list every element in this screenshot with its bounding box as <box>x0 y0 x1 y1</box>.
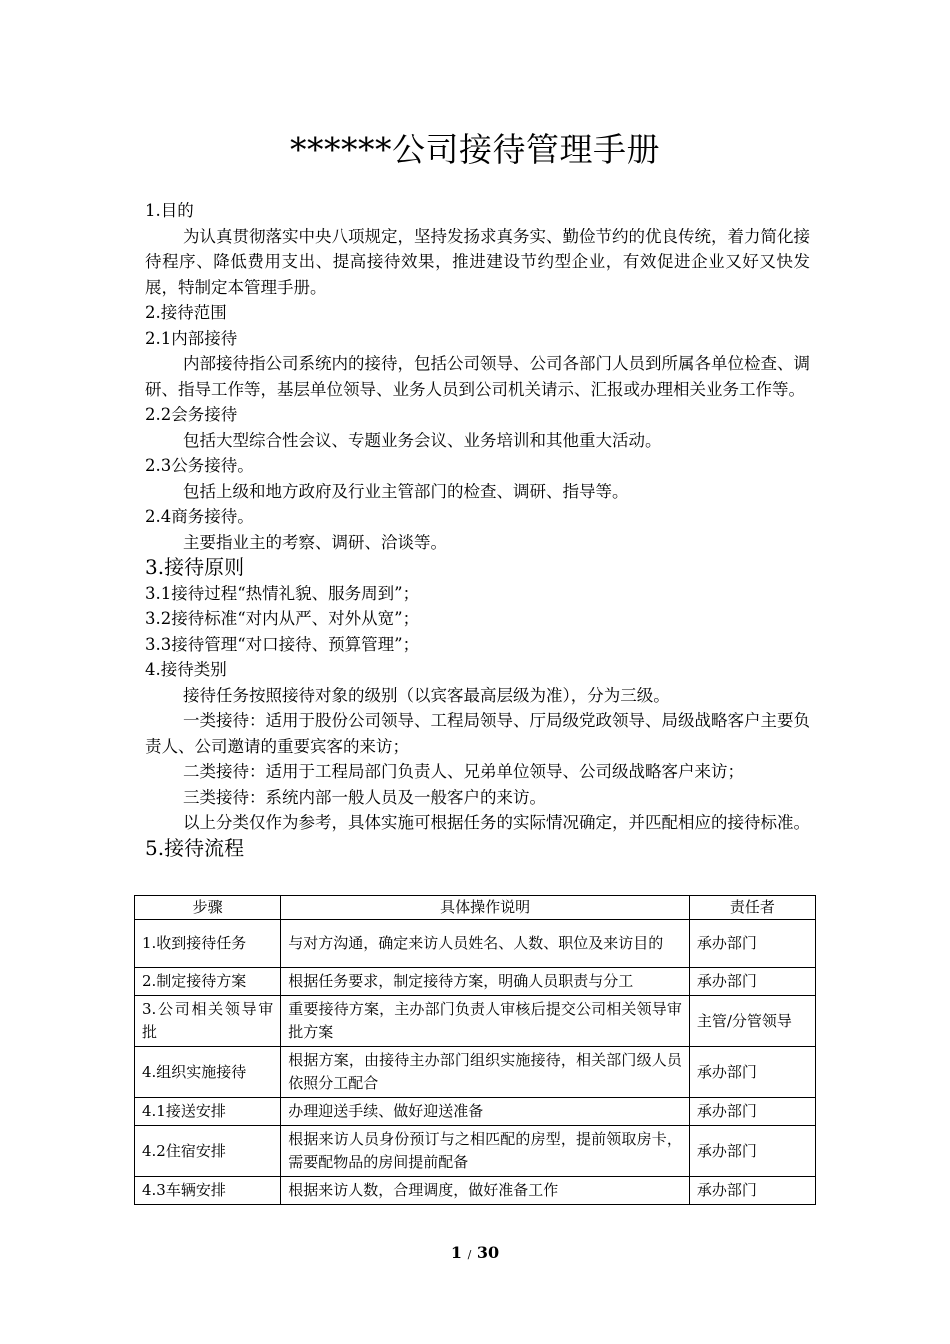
section-2-3-text: 包括上级和地方政府及行业主管部门的检查、调研、指导等。 <box>183 481 629 501</box>
step-cell: 4.组织实施接待 <box>135 1047 281 1098</box>
table-row <box>135 1098 816 1126</box>
step-cell: 4.2住宿安排 <box>135 1126 281 1177</box>
column-header-description: 具体操作说明 <box>281 896 690 920</box>
section-2-1-text: 内部接待指公司系统内的接待，包括公司领导、公司各部门人员到所属各单位检查、调研、指导工作等，基层单位领导、业务人员到公司机关请示、汇报或办理相关业务工作等。 <box>145 354 810 399</box>
owner-cell: 承办部门 <box>689 1177 815 1205</box>
table-row <box>135 996 816 1047</box>
section-4-heading: 4.接待类别 <box>145 660 227 679</box>
section-2-heading: 2.接待范围 <box>145 303 227 322</box>
section-4-class-3: 三类接待：系统内部一般人员及一般客户的来访。 <box>183 787 546 807</box>
description-cell: 重要接待方案，主办部门负责人审核后提交公司相关领导审批方案 <box>281 996 690 1047</box>
document-body <box>145 198 810 861</box>
owner-cell: 承办部门 <box>689 968 815 996</box>
owner-cell: 承办部门 <box>689 1098 815 1126</box>
section-2-2-text: 包括大型综合性会议、专题业务会议、业务培训和其他重大活动。 <box>183 430 662 450</box>
section-3-1: 3.1接待过程“热情礼貌、服务周到”； <box>145 583 420 603</box>
description-cell: 根据任务要求，制定接待方案，明确人员职责与分工 <box>281 968 690 996</box>
section-4-class-2: 二类接待：适用于工程局部门负责人、兄弟单位领导、公司级战略客户来访； <box>183 762 744 781</box>
table-row <box>135 1177 816 1205</box>
description-cell: 办理迎送手续、做好迎送准备 <box>281 1098 690 1126</box>
page-number <box>0 1243 950 1262</box>
section-4-class-1: 一类接待：适用于股份公司领导、工程局领导、厅局级党政领导、局级战略客户主要负责人、公司邀请的重要宾客的来访； <box>145 711 810 756</box>
section-4-intro: 接待任务按照接待对象的级别（以宾客最高层级为准），分为三级。 <box>183 685 670 705</box>
step-cell: 4.3车辆安排 <box>135 1177 281 1205</box>
description-cell: 根据方案，由接待主办部门组织实施接待，相关部门级人员依照分工配合 <box>281 1047 690 1098</box>
section-4-note: 以上分类仅作为参考，具体实施可根据任务的实际情况确定，并匹配相应的接待标准。 <box>183 813 810 832</box>
section-2-1-heading: 2.1内部接待 <box>145 328 238 348</box>
owner-cell: 主管/分管领导 <box>689 996 815 1047</box>
section-3-2: 3.2接待标准“对内从严、对外从宽”； <box>145 609 420 628</box>
table-row <box>135 920 816 968</box>
section-2-4-heading: 2.4商务接待。 <box>145 507 254 526</box>
document-title: ******公司接待管理手册 <box>290 130 660 169</box>
owner-cell: 承办部门 <box>689 1126 815 1177</box>
section-2-4-text: 主要指业主的考察、调研、洽谈等。 <box>183 532 447 552</box>
table-row <box>135 1126 816 1177</box>
table-row <box>135 968 816 996</box>
section-5-heading: 5.接待流程 <box>145 835 245 860</box>
section-1-heading: 1.目的 <box>145 201 194 220</box>
section-2-2-heading: 2.2会务接待 <box>145 405 238 424</box>
description-cell: 与对方沟通，确定来访人员姓名、人数、职位及来访目的 <box>281 920 690 968</box>
column-header-step: 步骤 <box>135 896 281 920</box>
table-row <box>135 1047 816 1098</box>
section-3-heading: 3.接待原则 <box>145 555 245 579</box>
column-header-owner: 责任者 <box>689 896 815 920</box>
page-number-current: 1 <box>450 1243 462 1262</box>
step-cell: 3.公司相关领导审批 <box>135 996 281 1047</box>
step-cell: 1.收到接待任务 <box>135 920 281 968</box>
reception-flow-table <box>134 895 816 1205</box>
owner-cell: 承办部门 <box>689 920 815 968</box>
description-cell: 根据来访人员身份预订与之相匹配的房型，提前领取房卡，需要配物品的房间提前配备 <box>281 1126 690 1177</box>
step-cell: 2.制定接待方案 <box>135 968 281 996</box>
description-cell: 根据来访人数，合理调度，做好准备工作 <box>281 1177 690 1205</box>
page-number-separator: / <box>467 1248 472 1261</box>
owner-cell: 承办部门 <box>689 1047 815 1098</box>
section-1-text: 为认真贯彻落实中央八项规定，坚持发扬求真务实、勤俭节约的优良传统，着力简化接待程序、降低费用支出、提高接待效果，推进建设节约型企业，有效促进企业又好又快发展，特制定本管理手册。 <box>145 226 810 297</box>
table-header-row <box>135 896 816 920</box>
section-3-3: 3.3接待管理“对口接待、预算管理”； <box>145 634 420 654</box>
section-2-3-heading: 2.3公务接待。 <box>145 456 254 475</box>
page-number-total: 30 <box>476 1243 500 1262</box>
step-cell: 4.1接送安排 <box>135 1098 281 1126</box>
